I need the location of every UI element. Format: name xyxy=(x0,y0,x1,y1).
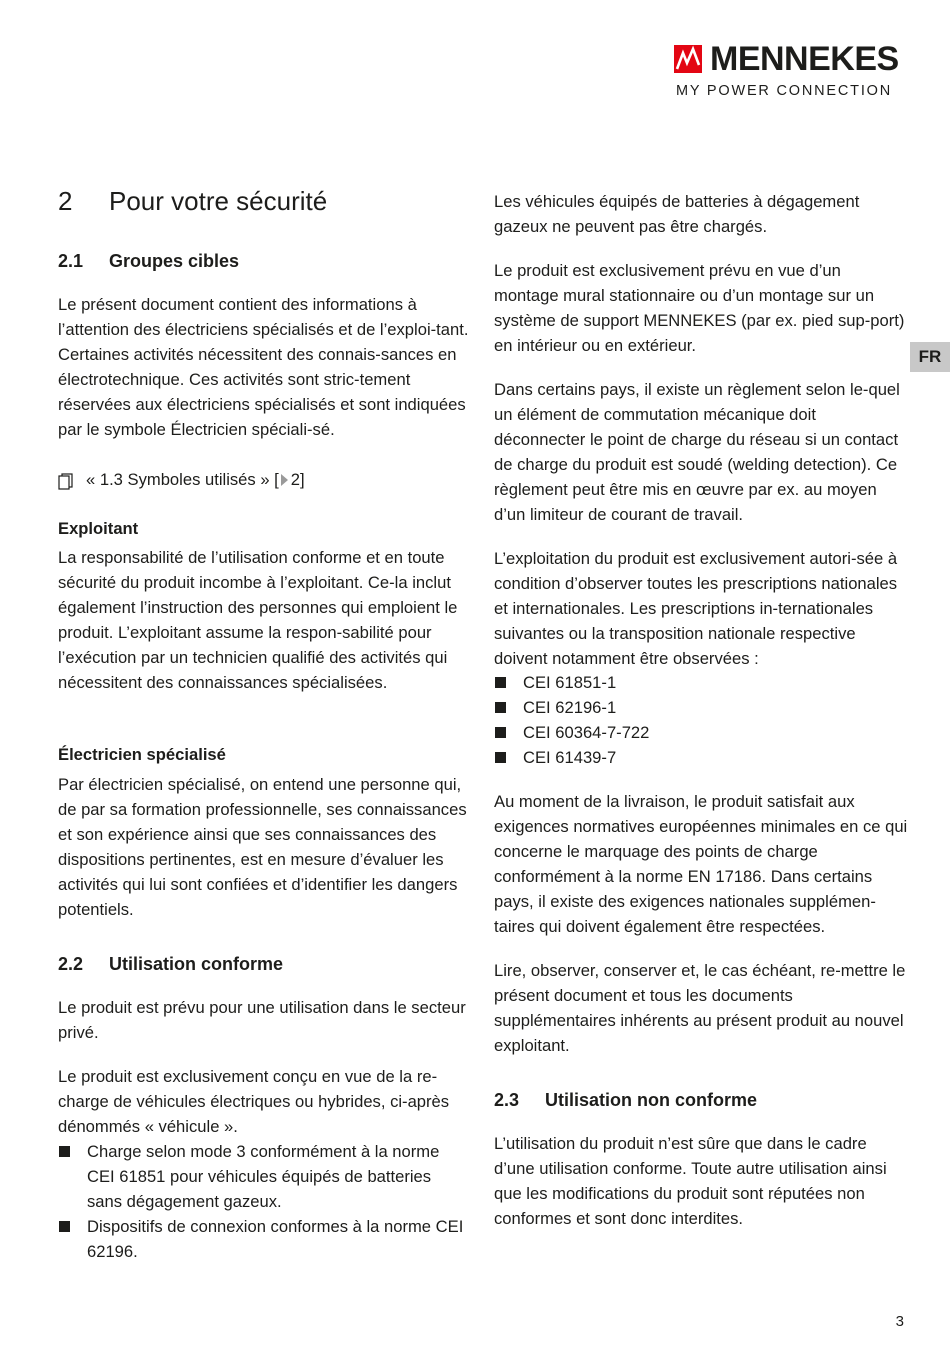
list-item: CEI 61439-7 xyxy=(494,745,909,770)
square-bullet-icon xyxy=(495,677,506,688)
welding-detection-paragraph: Dans certains pays, il existe un règlement selon le-quel un élément de commutation mécanique doit déconnecter le point de charge du réseau si un contact de charge du produit est soudé (welding detection). Ce règlement peut être mis en œuvre par ex. au moyen d’un limiteur de courant de travail. xyxy=(494,380,900,524)
brand-name: MENNEKES xyxy=(710,40,899,78)
delivery-paragraph: Au moment de la livraison, le produit satisfait aux exigences normatives européennes minimales en ce qui concerne le marquage des points de charge conformément à la norme EN 17186. Dans certains pays, il existe des exigences nationales supplémen-taires qui doivent également être respectées. xyxy=(494,792,908,936)
target-groups-paragraph: Le présent document contient des informations à l’attention des électriciens spécialisés et de l’exploi-tant. Certaines activités nécessitent des connais-sances en électrotechnique. Ces activités sont stric-tement réservées aux électriciens spécialisés et sont indiquées par le symbole Électricien spéciali-sé. xyxy=(58,295,469,439)
exploitant-heading: Exploitant xyxy=(58,519,139,538)
book-icon xyxy=(58,472,73,488)
subsection-heading-2-3 xyxy=(494,1088,757,1112)
section-title: Pour votre sécurité xyxy=(109,186,328,216)
standards-list xyxy=(494,670,909,770)
square-bullet-icon xyxy=(495,752,506,763)
subsection-number: 2.2 xyxy=(58,954,84,974)
list-item: Dispositifs de connexion conformes à la norme CEI 62196. xyxy=(58,1214,470,1264)
page-arrow-icon xyxy=(281,474,288,486)
mennekes-logo xyxy=(674,40,904,103)
square-bullet-icon xyxy=(495,702,506,713)
electricien-paragraph: Par électricien spécialisé, on entend une personne qui, de par sa formation professionnelle, ses connaissances et son expérience ainsi que ses connaissances des dispositions pertinentes, est en mesure d’évaluer les activités qui lui sont confiées et d’identifier les dangers potentiels. xyxy=(58,775,467,919)
mennekes-logo-icon xyxy=(674,45,702,73)
list-item: CEI 62196-1 xyxy=(494,695,909,720)
page-number: 3 xyxy=(895,1313,904,1330)
exploitant-paragraph: La responsabilité de l’utilisation conforme et en toute sécurité du produit incombe à l’exploitant. Ce-la inclut également l’instruction des personnes qui emploient le produit. L’exploitant assume la respon-sabilité pour l’exécution par un technicien qualifié des activités qui nécessitent des connaissances spécialisées. xyxy=(58,548,458,692)
subsection-number: 2.1 xyxy=(58,251,84,271)
square-bullet-icon xyxy=(59,1221,70,1232)
list-item: CEI 60364-7-722 xyxy=(494,720,909,745)
square-bullet-icon xyxy=(495,727,506,738)
reference-page: 2] xyxy=(290,470,305,489)
subsection-title: Utilisation non conforme xyxy=(545,1090,758,1110)
subsection-title: Utilisation conforme xyxy=(109,954,284,974)
section-heading xyxy=(58,186,327,216)
brand-tagline: MY POWER CONNECTION xyxy=(676,83,892,99)
subsection-title: Groupes cibles xyxy=(109,251,240,271)
square-bullet-icon xyxy=(59,1146,70,1157)
section-number: 2 xyxy=(58,186,73,216)
mounting-paragraph: Le produit est exclusivement prévu en vue d’un montage mural stationnaire ou d’un montage sur un système de support MENNEKES (par ex. pied sup-port) en intérieur ou en extérieur. xyxy=(494,261,905,355)
list-item: CEI 61851-1 xyxy=(494,670,909,695)
subsection-number: 2.3 xyxy=(494,1090,520,1110)
improper-use-paragraph: L’utilisation du produit n’est sûre que dans le cadre d’une utilisation conforme. Toute autre utilisation ainsi que les modifications du produit sont réputées non conformes et sont donc interdites. xyxy=(494,1134,887,1228)
reference-text: « 1.3 Symboles utilisés » [ xyxy=(86,470,279,489)
list-item: Charge selon mode 3 conformément à la norme CEI 61851 pour véhicules équipés de batteries sans dégagement gazeux. xyxy=(58,1139,470,1214)
subsection-heading-2-1 xyxy=(58,249,239,273)
keep-document-paragraph: Lire, observer, conserver et, le cas échéant, re-mettre le présent document et tous les documents supplémentaires inhérents au présent produit au nouvel exploitant. xyxy=(494,961,906,1055)
intended-use-paragraph-1: Le produit est prévu pour une utilisation dans le secteur privé. xyxy=(58,998,466,1042)
gassing-batteries-paragraph: Les véhicules équipés de batteries à dégagement gazeux ne peuvent pas être chargés. xyxy=(494,192,860,236)
regulations-paragraph: L’exploitation du produit est exclusivement autori-sée à condition d’observer toutes les prescriptions nationales et internationales. Les prescriptions in-ternationales suivantes ou la transposition nationale respective doivent notamment être observées : xyxy=(494,549,898,668)
intended-use-paragraph-2: Le produit est exclusivement conçu en vue de la re-charge de véhicules électriques ou hybrides, ci-après dénommés « véhicule ». xyxy=(58,1067,450,1136)
electricien-heading: Électricien spécialisé xyxy=(58,745,226,764)
subsection-heading-2-2 xyxy=(58,952,283,976)
cross-reference[interactable] xyxy=(58,467,470,492)
language-tab: FR xyxy=(910,342,950,372)
intended-use-list xyxy=(58,1139,470,1264)
